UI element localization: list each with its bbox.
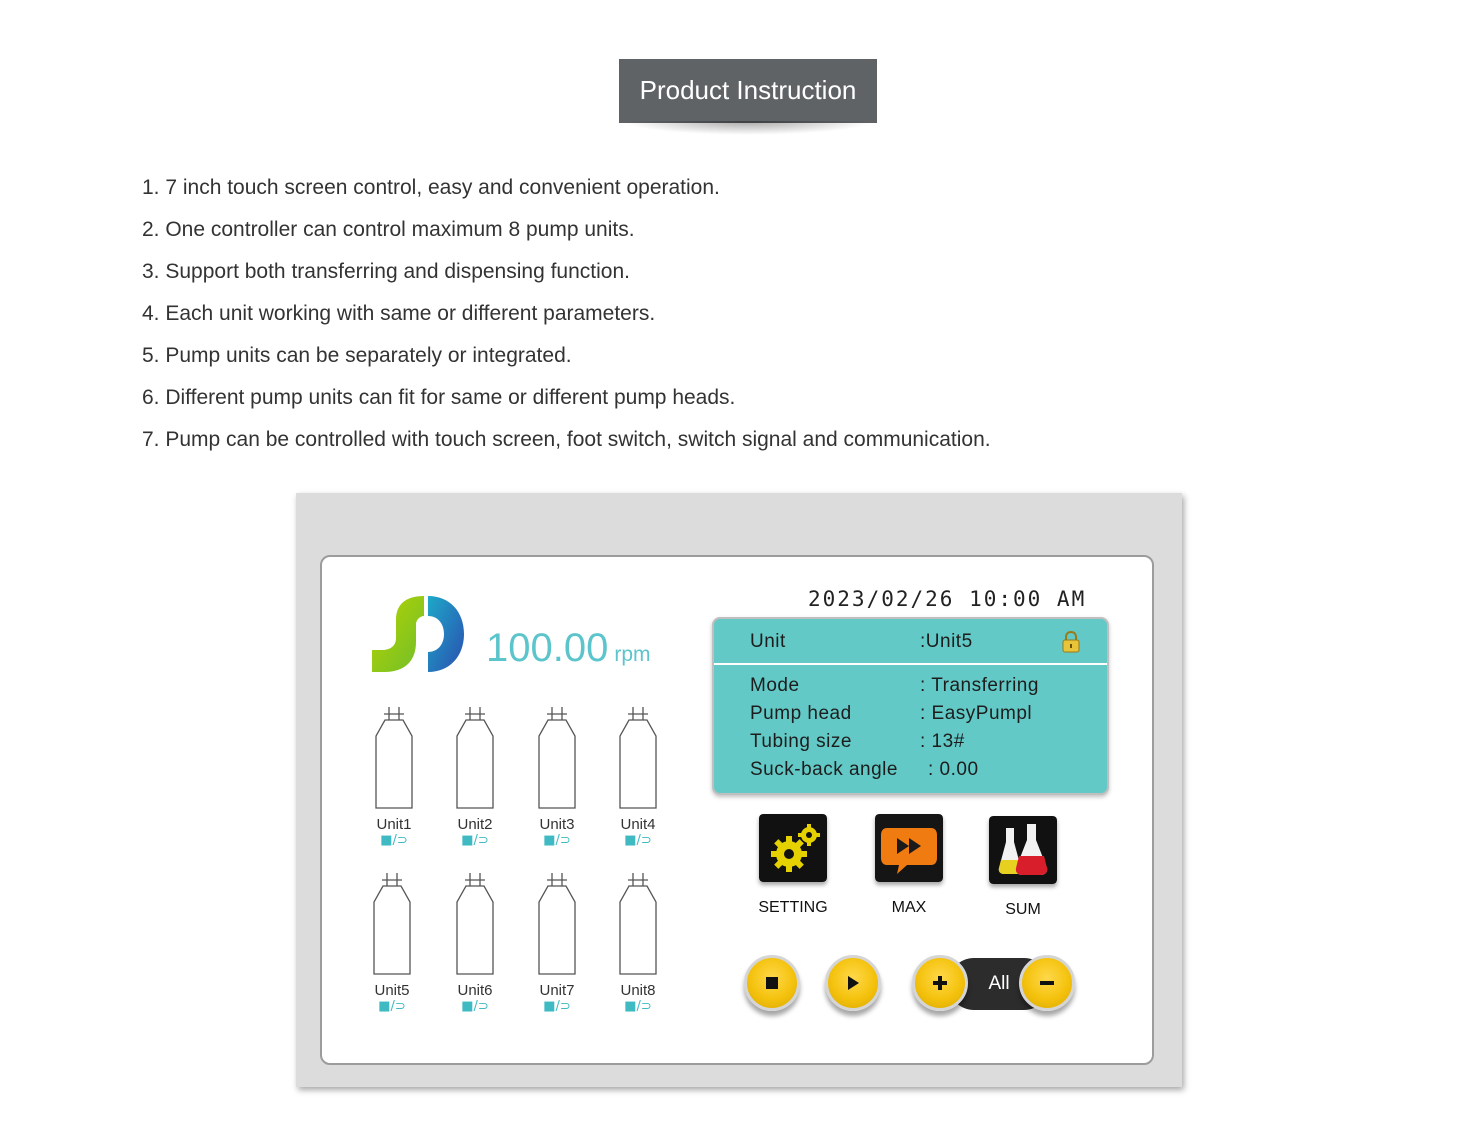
info-key: Suck-back angle	[750, 759, 898, 780]
info-value: : 0.00	[928, 759, 979, 780]
bottle-icon	[535, 706, 579, 810]
bottle-icon	[370, 872, 414, 976]
start-button[interactable]	[825, 955, 881, 1011]
title-shadow	[622, 121, 874, 135]
bottle-icon	[453, 872, 497, 976]
feature-item: 7. Pump can be controlled with touch screen, foot switch, switch signal and communication.	[142, 428, 991, 451]
stop-icon	[765, 976, 779, 990]
unit-label: Unit6	[457, 982, 493, 999]
info-divider	[714, 663, 1107, 665]
setting-button[interactable]	[738, 814, 848, 917]
all-label: All	[988, 973, 1010, 994]
unit-tile-8[interactable]	[608, 872, 668, 1022]
bottle-icon	[453, 706, 497, 810]
info-key: Tubing size	[750, 731, 852, 752]
speed-unit: rpm	[614, 643, 651, 666]
bottle-icon	[535, 872, 579, 976]
info-row-mode	[750, 675, 1039, 697]
bottle-icon	[616, 872, 660, 976]
bottle-icon	[372, 706, 416, 810]
speed-display	[486, 626, 651, 671]
unit-status-icons: ■/⊃	[461, 833, 489, 848]
max-button[interactable]	[864, 814, 954, 917]
unit-status-icons: ■/⊃	[543, 999, 571, 1014]
unit-label: Unit2	[457, 816, 493, 833]
unit-status-icons: ■/⊃	[543, 833, 571, 848]
decrease-button[interactable]	[1019, 955, 1075, 1011]
feature-list	[142, 170, 991, 464]
increase-button[interactable]	[912, 955, 968, 1011]
play-icon	[845, 975, 861, 991]
unit-status-icons: ■/⊃	[378, 999, 406, 1014]
sum-button[interactable]	[978, 816, 1068, 919]
page-title: Product Instruction	[619, 59, 877, 123]
unit-tile-2[interactable]	[445, 706, 505, 856]
info-row-tubing	[750, 731, 965, 753]
info-key: Pump head	[750, 703, 852, 724]
stop-button[interactable]	[744, 955, 800, 1011]
setting-label: SETTING	[758, 899, 828, 916]
info-value: :Unit5	[920, 631, 973, 652]
unit-label: Unit1	[376, 816, 412, 833]
unit-label: Unit5	[374, 982, 410, 999]
datetime-display: 2023/02/26 10:00 AM	[808, 587, 1087, 611]
unit-status-icons: ■/⊃	[380, 833, 408, 848]
info-key: Mode	[750, 675, 800, 696]
plus-icon	[932, 975, 948, 991]
unit-info-panel	[712, 617, 1109, 795]
unit-status-icons: ■/⊃	[624, 833, 652, 848]
unit-tile-6[interactable]	[445, 872, 505, 1022]
info-key: Unit	[750, 631, 786, 652]
unit-tile-7[interactable]	[527, 872, 587, 1022]
max-label: MAX	[891, 899, 927, 916]
unit-tile-3[interactable]	[527, 706, 587, 856]
info-value: : EasyPumpl	[920, 703, 1033, 724]
unit-label: Unit3	[539, 816, 575, 833]
feature-item: 5. Pump units can be separately or integrated.	[142, 344, 572, 367]
feature-item: 1. 7 inch touch screen control, easy and convenient operation.	[142, 176, 720, 199]
info-row-pump-head	[750, 703, 1032, 725]
unit-tile-5[interactable]	[362, 872, 422, 1022]
bottle-icon	[616, 706, 660, 810]
speed-value: 100.00	[486, 626, 609, 670]
feature-item: 6. Different pump units can fit for same or different pump heads.	[142, 386, 736, 409]
lock-icon[interactable]	[1062, 631, 1080, 653]
feature-item: 2. One controller can control maximum 8 pump units.	[142, 218, 635, 241]
brand-logo	[370, 594, 466, 674]
unit-status-icons: ■/⊃	[624, 999, 652, 1014]
unit-label: Unit8	[620, 982, 656, 999]
info-row-unit	[750, 631, 973, 653]
info-value: : Transferring	[920, 675, 1039, 696]
unit-label: Unit7	[539, 982, 575, 999]
unit-tile-1[interactable]	[364, 706, 424, 856]
unit-status-icons: ■/⊃	[461, 999, 489, 1014]
unit-tile-4[interactable]	[608, 706, 668, 856]
feature-item: 3. Support both transferring and dispensing function.	[142, 260, 630, 283]
info-row-suck-back	[750, 759, 979, 781]
flask-icon	[989, 816, 1057, 884]
minus-icon	[1039, 975, 1055, 991]
feature-item: 4. Each unit working with same or different parameters.	[142, 302, 656, 325]
fast-forward-icon	[875, 814, 943, 882]
gear-icon	[759, 814, 827, 882]
sum-label: SUM	[1005, 901, 1041, 918]
unit-label: Unit4	[620, 816, 656, 833]
info-value: : 13#	[920, 731, 965, 752]
